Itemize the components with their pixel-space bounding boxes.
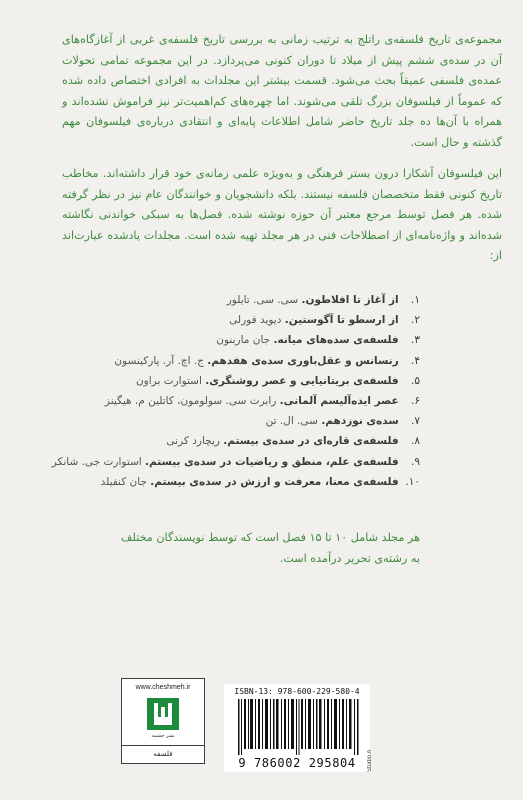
volume-list (51, 290, 420, 492)
intro-paragraph-1: مجموعه‌ی تاریخ فلسفه‌ی راتلج به ترتیب زمانی به بررسی تاریخ فلسفه‌ی غربی از آغازگاه‌های آن در سده‌ی ششم پیش از میلاد تا دوران کنونی می‌پردازد. در این مجموعه تمامی تحولات عمده‌ی فلسفی عمیقاً بحث می‌شود. قسمت بیشتر این مجلدات به افرادی اختصاص داده شده که عموماً از فیلسوفان بزرگ تلقی می‌شوند. اما چهره‌های کم‌اهمیت‌تر نیز فراموش نشده‌اند و همراه با آن‌ها ده جلد تاریخ حاضر شامل اطلاعات پایه‌ای و انتقادی درباره‌ی فیلسوفان مهم گذشته و حال است. (62, 33, 502, 149)
category-label: فلسفه (122, 745, 204, 763)
barcode-block (224, 684, 370, 772)
cheshmeh-logo-icon (146, 697, 180, 731)
volume-item: ۱. از آغاز تا افلاطون. سی. سی. تایلور (226, 294, 420, 306)
volume-item: ۳. فلسفه‌ی سده‌های میانه. جان ماربنون (216, 334, 420, 347)
volume-item: ۷. سده‌ی نوزدهم. سی. ال. تن (265, 415, 420, 428)
volume-item: ۶. عصر ایده‌آلیسم آلمانی. رابرت سی. سولومون، کاتلین م. هیگینز (104, 395, 420, 408)
publisher-url: www.cheshmeh.ir (135, 684, 191, 691)
publisher-logo (121, 678, 205, 764)
closing-text: هر مجلد شامل ۱۰ تا ۱۵ فصل است که توسط نویسندگان مختلف به رشته‌ی تحریر درآمده است. (120, 531, 420, 565)
volume-item: ۸. فلسفه‌ی قاره‌ای در سده‌ی بیستم. ریچارد کرنی (166, 435, 420, 448)
designer-credit: Studio A (367, 749, 373, 772)
barcode-icon (234, 699, 362, 755)
volume-item: ۹. فلسفه‌ی علم، منطق و ریاضیات در سده‌ی بیستم. استوارت جی. شانکر (51, 455, 420, 468)
volume-item: ۲. از ارسطو تا آگوستین. دیوید فورلی (229, 314, 420, 327)
barcode-digits: 9 786002 295804 (238, 756, 356, 770)
volume-item: ۵. فلسفه‌ی بریتانیایی و عصر روشنگری. استوارت براون (135, 374, 420, 387)
isbn-text: ISBN-13: 978-600-229-580-4 (234, 687, 360, 696)
volume-item: ۴. رنسانس و عقل‌باوری سده‌ی هفدهم. ج. اچ. آر. پارکینسون (114, 354, 420, 367)
volume-item: ۱۰. فلسفه‌ی معنا، معرفت و ارزش در سده‌ی بیستم. جان کنفیلد (100, 475, 420, 488)
intro-text (62, 30, 502, 278)
publisher-name: نشر چشمه (151, 733, 175, 739)
intro-paragraph-2: این فیلسوفان آشکارا درون بستر فرهنگی و به‌ویژه علمی زمانه‌ی خود قرار داشته‌اند. مخاطب تاریخ کنونی فقط متخصصان فلسفه نیستند. بلکه دانشجویان و خوانندگان عام نیز در نظر گرفته شده. هر فصل توسط مرجع معتبر آن حوزه نوشته شده. فصل‌ها به سبکی خواندنی نگاشته شده‌اند و واژه‌نامه‌ای از اصطلاحات فنی در هر مجلد تهیه شده است. مجلدات یادشده عبارت‌اند از: (62, 167, 502, 262)
